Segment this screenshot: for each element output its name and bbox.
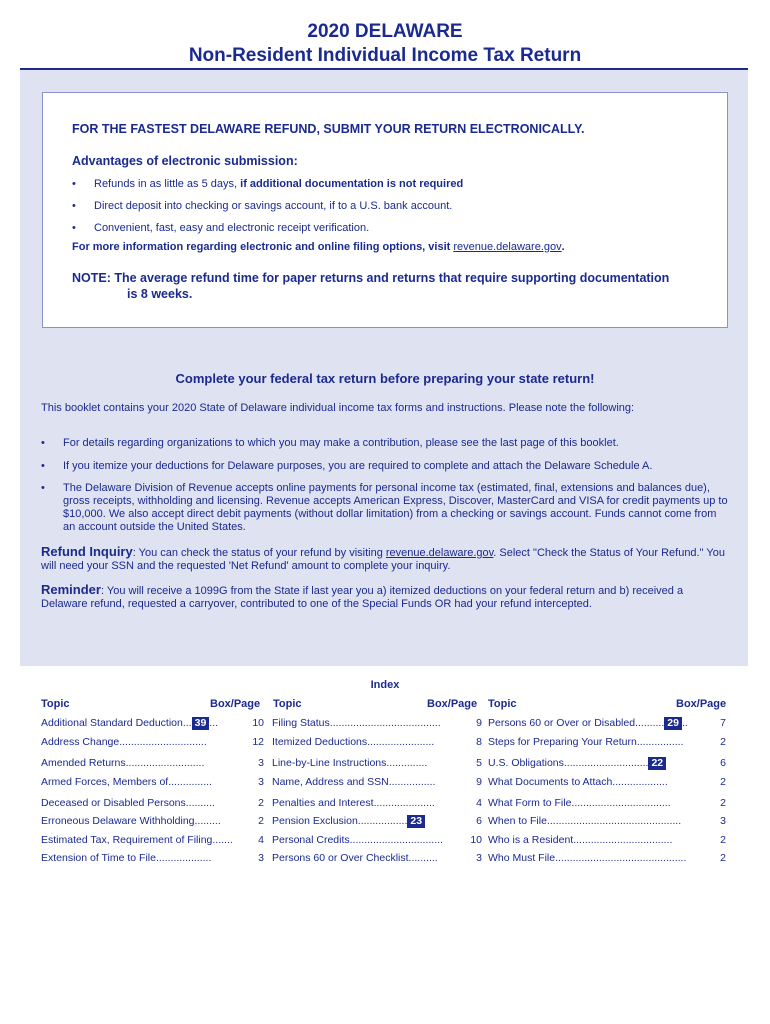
index-entry bbox=[272, 834, 443, 846]
index-topic: Steps for Preparing Your Return................ bbox=[488, 736, 684, 748]
index-topic: Pension Exclusion................. bbox=[272, 815, 408, 827]
index-page-number: 2 bbox=[720, 797, 726, 809]
index-entry bbox=[488, 717, 688, 730]
index-topic: What Documents to Attach................... bbox=[488, 776, 668, 788]
index-topic: When to File.............................................. bbox=[488, 815, 682, 827]
more-info-end: . bbox=[561, 241, 565, 253]
index-topic: Extension of Time to File................... bbox=[41, 852, 212, 864]
electronic-filing-notice bbox=[42, 92, 728, 328]
bullet-icon: • bbox=[72, 222, 76, 234]
index-entry bbox=[488, 757, 666, 770]
reminder-label: Reminder bbox=[41, 582, 101, 597]
index-page-number: 10 bbox=[470, 834, 482, 846]
refund-inquiry bbox=[41, 545, 731, 573]
index-topic: Line-by-Line Instructions.............. bbox=[272, 757, 428, 769]
index-header-box: Box/Page bbox=[210, 698, 261, 710]
more-info bbox=[72, 241, 565, 253]
index-header-box: Box/Page bbox=[427, 698, 478, 710]
index-entry bbox=[41, 797, 215, 809]
index-topic: Additional Standard Deduction... bbox=[41, 717, 192, 729]
index-page-number: 9 bbox=[476, 776, 482, 788]
note-line-2: is 8 weeks. bbox=[127, 287, 193, 301]
index-header-topic: Topic bbox=[488, 698, 517, 710]
bullet-icon: • bbox=[41, 437, 45, 449]
index-page-number: 3 bbox=[476, 852, 482, 864]
index-page-number: 3 bbox=[258, 776, 264, 788]
index-page-number: 6 bbox=[476, 815, 482, 827]
note-item-text: For details regarding organizations to which you may make a contribution, please see the last page of this booklet. bbox=[63, 437, 619, 449]
form-title: Non-Resident Individual Income Tax Return bbox=[188, 45, 582, 66]
refund-inquiry-text-2: . Select "Check the Status of Your Refund." You will need your SSN and the requested 'Net Refund' amount to complete your inquiry. bbox=[41, 547, 725, 572]
index-page-number: 5 bbox=[476, 757, 482, 769]
index-page-number: 3 bbox=[258, 757, 264, 769]
index-topic: Who Must File............................................. bbox=[488, 852, 687, 864]
notice-heading: FOR THE FASTEST DELAWARE REFUND, SUBMIT YOUR RETURN ELECTRONICALLY. bbox=[72, 122, 585, 136]
index-topic: Address Change.............................. bbox=[41, 736, 207, 748]
index-title: Index bbox=[370, 679, 400, 691]
index-topic: Armed Forces, Members of............... bbox=[41, 776, 212, 788]
index-entry bbox=[488, 736, 684, 748]
index-page-number: 4 bbox=[476, 797, 482, 809]
index-entry bbox=[272, 776, 435, 788]
bullet-icon: • bbox=[41, 460, 45, 472]
index-entry bbox=[41, 852, 211, 864]
index-entry bbox=[272, 717, 441, 729]
index-topic: Erroneous Delaware Withholding......... bbox=[41, 815, 221, 827]
index-page-number: 2 bbox=[720, 736, 726, 748]
index-entry bbox=[488, 797, 671, 809]
index-entry bbox=[272, 815, 425, 828]
index-entry bbox=[488, 834, 672, 846]
index-page-number: 8 bbox=[476, 736, 482, 748]
form-year-title: 2020 DELAWARE bbox=[307, 21, 463, 42]
note-line-1: NOTE: The average refund time for paper returns and returns that require supporting documentation bbox=[72, 271, 670, 285]
bullet-icon: • bbox=[72, 200, 76, 212]
index-page-number: 7 bbox=[720, 717, 726, 729]
bullet-icon: • bbox=[72, 178, 76, 190]
index-topic: U.S. Obligations............................. bbox=[488, 757, 649, 769]
index-entry bbox=[272, 797, 435, 809]
index-topic: Who is a Resident.................................. bbox=[488, 834, 673, 846]
box-number-badge: 23 bbox=[407, 815, 425, 828]
bullet-icon: • bbox=[41, 482, 45, 494]
note-item-text: The Delaware Division of Revenue accepts online payments for personal income tax (estimated, final, extensions and balances due), gross receipts, withholding and licensing. Revenue accepts American Express, Discover, MasterCard and VISA for credit payments up to $10,000. We also accept direct debit payments (without dollar limitation) from a checking or savings account. Funds cannot come from an account outside the United States. bbox=[63, 482, 728, 533]
note-item-text: If you itemize your deductions for Delaware purposes, you are required to complete and attach the Delaware Schedule A. bbox=[63, 460, 653, 472]
advantage-text: Convenient, fast, easy and electronic receipt verification. bbox=[94, 222, 370, 234]
index-page-number: 4 bbox=[258, 834, 264, 846]
index-page-number: 9 bbox=[476, 717, 482, 729]
index-topic: Filing Status...................................... bbox=[272, 717, 441, 729]
index-header-box: Box/Page bbox=[676, 698, 727, 710]
index-page-number: 2 bbox=[720, 834, 726, 846]
revenue-link[interactable]: revenue.delaware.gov bbox=[453, 241, 562, 253]
index-page-number: 2 bbox=[720, 852, 726, 864]
index-page-number: 12 bbox=[252, 736, 264, 748]
index-topic: Amended Returns........................... bbox=[41, 757, 205, 769]
index-page-number: 2 bbox=[720, 776, 726, 788]
index-entry bbox=[41, 757, 204, 769]
index-topic: What Form to File.................................. bbox=[488, 797, 671, 809]
box-number-badge: 22 bbox=[648, 757, 666, 770]
index-entry bbox=[488, 852, 686, 864]
box-number-badge: 29 bbox=[664, 717, 682, 730]
refund-inquiry-text: : You can check the status of your refund by visiting bbox=[132, 547, 386, 559]
index-entry bbox=[41, 776, 212, 788]
index-entry bbox=[488, 815, 681, 827]
index-entry bbox=[41, 736, 207, 748]
index-entry bbox=[272, 736, 434, 748]
advantages-title: Advantages of electronic submission: bbox=[72, 154, 298, 168]
refund-link[interactable]: revenue.delaware.gov bbox=[385, 547, 494, 559]
index-entry bbox=[41, 815, 221, 827]
index-page-number: 2 bbox=[258, 797, 264, 809]
index-topic: Persons 60 or Over or Disabled.......... bbox=[488, 717, 665, 729]
more-info-text: For more information regarding electronic and online filing options, visit bbox=[72, 241, 454, 253]
index-header-topic: Topic bbox=[273, 698, 302, 710]
box-number-badge: 39 bbox=[192, 717, 210, 730]
reminder bbox=[41, 583, 731, 611]
index-topic: Penalties and Interest..................... bbox=[272, 797, 435, 809]
index-entry bbox=[41, 834, 233, 846]
advantage-bold-text: if additional documentation is not required bbox=[240, 178, 464, 190]
index-entry bbox=[272, 757, 427, 769]
advantage-text: Refunds in as little as 5 days, bbox=[94, 178, 241, 190]
index-header-topic: Topic bbox=[41, 698, 70, 710]
index-topic: Personal Credits................................ bbox=[272, 834, 443, 846]
index-page-number: 3 bbox=[258, 852, 264, 864]
index-page-number: 6 bbox=[720, 757, 726, 769]
index-topic: Estimated Tax, Requirement of Filing....... bbox=[41, 834, 233, 846]
index-leader: .. bbox=[681, 717, 688, 729]
booklet-intro: This booklet contains your 2020 State of Delaware individual income tax forms and instructions. Please note the following: bbox=[41, 402, 635, 414]
index-topic: Itemized Deductions....................... bbox=[272, 736, 435, 748]
refund-time-note bbox=[72, 270, 712, 302]
index-topic: Deceased or Disabled Persons.......... bbox=[41, 797, 215, 809]
index-page-number: 3 bbox=[720, 815, 726, 827]
complete-federal-heading: Complete your federal tax return before preparing your state return! bbox=[175, 371, 595, 386]
index-page-number: 10 bbox=[252, 717, 264, 729]
advantage-text: Direct deposit into checking or savings account, if to a U.S. bank account. bbox=[94, 200, 453, 212]
reminder-text: : You will receive a 1099G from the State if last year you a) itemized deductions on your federal return and b) received a Delaware refund, requested a carryover, contributed to one of the Special Funds OR had your refund intercepted. bbox=[41, 585, 684, 610]
index-leader: ... bbox=[209, 717, 219, 729]
index-page-number: 2 bbox=[258, 815, 264, 827]
index-entry bbox=[41, 717, 218, 730]
refund-inquiry-label: Refund Inquiry bbox=[41, 544, 133, 559]
index-entry bbox=[488, 776, 668, 788]
index-topic: Name, Address and SSN................ bbox=[272, 776, 436, 788]
index-topic: Persons 60 or Over Checklist.......... bbox=[272, 852, 438, 864]
index-entry bbox=[272, 852, 438, 864]
